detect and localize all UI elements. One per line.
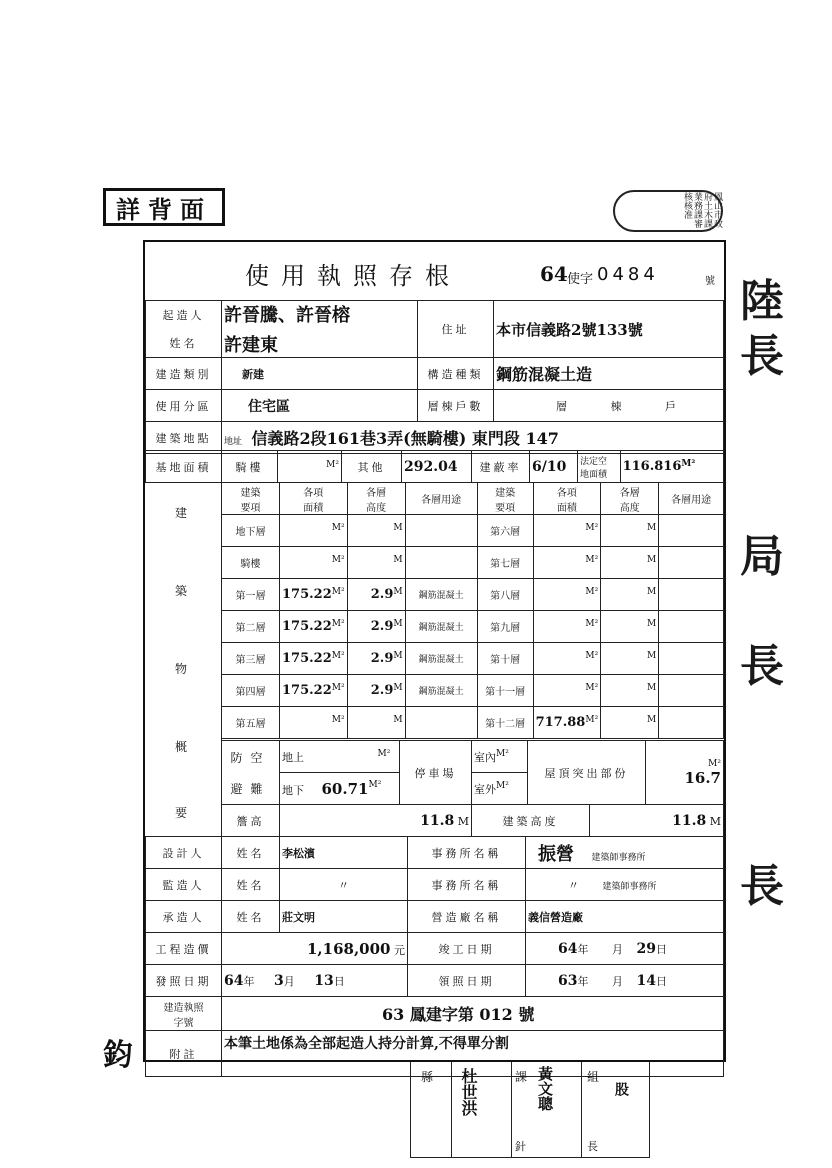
other-label: 其他 — [342, 451, 402, 483]
floor-name-right-value: 第十層 — [490, 655, 521, 666]
supervisor-office-label: 事務所名稱 — [408, 869, 526, 901]
floor-height — [347, 579, 405, 611]
contractor-company-label: 營造廠名稱 — [408, 901, 526, 933]
floor-height-value: 2.9 — [370, 651, 394, 666]
structure-label: 構造種類 — [418, 358, 494, 390]
floor-name-right — [477, 547, 533, 579]
completion-label: 竣工日期 — [408, 933, 526, 965]
floor-name-right-value: 第八層 — [490, 591, 521, 602]
floor-area — [280, 515, 348, 547]
unit-label: M — [393, 555, 403, 565]
floor-height-right — [601, 675, 659, 707]
shelter-label: 防空 避難 — [222, 741, 280, 805]
arcade-value: M² — [278, 451, 342, 483]
site-area-label: 基地面積 — [146, 451, 222, 483]
floor-row — [222, 547, 724, 579]
sig-col4-label: 長 — [587, 1140, 598, 1153]
supervisor-name-label: 姓名 — [222, 869, 280, 901]
shelter-below: 地下 $60.71^{M^2}$ — [280, 773, 400, 805]
completion-date: 64年 月 29日 — [526, 933, 724, 965]
floor-name-value: 第五層 — [235, 719, 266, 730]
cost-label: 工程造價 — [146, 933, 222, 965]
floor-area-right — [533, 707, 601, 739]
license-char: 使字 — [567, 272, 594, 287]
contractor-label: 承造人 — [146, 901, 222, 933]
floor-name — [222, 611, 280, 643]
parking-outdoor: 室外$^{M^2}$ — [472, 773, 528, 805]
floor-use — [405, 579, 477, 611]
shelter-above: 地上 $^{M^2}$ — [280, 741, 400, 773]
right-stamp-4: 長 — [740, 641, 784, 692]
floor-height-right — [601, 547, 659, 579]
supervisor-label: 監造人 — [146, 869, 222, 901]
floor-use-right — [659, 611, 724, 643]
floor-use-right — [659, 547, 724, 579]
floor-name — [222, 675, 280, 707]
building-type-value: 新建 — [222, 358, 418, 390]
address-label: 住址 — [418, 301, 494, 358]
floor-height-right — [601, 579, 659, 611]
floor-area — [280, 643, 348, 675]
floor-name-value: 第二層 — [235, 623, 266, 634]
right-stamp-3: 局 — [740, 531, 784, 582]
floor-name-right — [477, 643, 533, 675]
detail-back-stamp: 詳背面 — [103, 188, 225, 226]
floor-name-value: 騎樓 — [240, 559, 261, 570]
floor-row — [222, 611, 724, 643]
unit-label: M — [646, 715, 657, 725]
coverage-label: 建蔽率 — [472, 451, 530, 483]
eave-label: 簷高 — [222, 805, 280, 837]
location-label: 建築地點 — [146, 422, 222, 454]
unit-label: M — [646, 523, 657, 533]
unit-label: M — [393, 715, 403, 725]
sig-col2-label: 課 — [515, 1070, 528, 1084]
cost-value: 1,168,000 元 — [222, 933, 408, 965]
floor-height-right — [601, 707, 659, 739]
legal-open-cell: 法定空 地面積 — [578, 451, 621, 483]
contractor-name-label: 姓名 — [222, 901, 280, 933]
unit-label: M — [646, 619, 657, 629]
unit-label: M — [646, 587, 657, 597]
zoning-label: 使用分區 — [146, 390, 222, 422]
supervisor-name: 〃 — [280, 869, 408, 901]
floor-height — [347, 547, 405, 579]
unit-label: M² — [331, 715, 345, 725]
unit-label: M — [646, 683, 657, 693]
col-use-header-right: 各層用途 — [659, 483, 724, 515]
unit-label: M² — [331, 555, 345, 565]
floor-height-value: 2.9 — [370, 619, 394, 634]
location-value-cell: 地址 信義路2段161巷3弄(無騎樓) 東門段 147 — [222, 422, 724, 454]
info-table — [145, 300, 724, 454]
floor-area-right-value: 717.88 — [535, 715, 586, 730]
floor-use-right — [659, 515, 724, 547]
floor-use — [405, 547, 477, 579]
signature-block — [410, 1062, 650, 1158]
floor-area — [280, 675, 348, 707]
col-height-header-right: 各層 高度 — [601, 483, 659, 515]
license-suffix: 號 — [705, 276, 715, 287]
unit-label: M — [393, 523, 403, 533]
floor-use-value: 鋼筋混凝土 — [418, 623, 464, 633]
building-height-value: 11.8 M — [590, 805, 724, 837]
floor-row — [222, 675, 724, 707]
applicant-label: 起造人 姓名 — [146, 301, 222, 358]
floor-area-value: 175.22 — [282, 587, 332, 602]
designer-office: 振營 建築師事務所 — [526, 837, 724, 869]
site-area-table — [145, 450, 724, 483]
address-value: 本市信義路2號133號 — [494, 301, 724, 358]
sig-col1-label: 縣 — [421, 1070, 434, 1084]
floor-name-right — [477, 675, 533, 707]
floor-area — [280, 579, 348, 611]
floor-use-value: 鋼筋混凝土 — [418, 687, 464, 697]
floors-value: 層 棟 戶 — [494, 390, 724, 422]
col-area-header-right: 各項 面積 — [533, 483, 601, 515]
other-value: 292.04 — [402, 451, 472, 483]
supervisor-office: 〃 建築師事務所 — [526, 869, 724, 901]
floor-height-value: 2.9 — [370, 587, 394, 602]
floor-row — [222, 707, 724, 739]
people-table — [145, 836, 724, 1077]
unit-label: M² — [331, 523, 345, 533]
floor-area-right — [533, 515, 601, 547]
floor-row — [222, 643, 724, 675]
floor-use — [405, 515, 477, 547]
floor-use — [405, 675, 477, 707]
floor-row — [222, 515, 724, 547]
permit-no-label: 建造執照 字號 — [146, 997, 222, 1031]
floor-area-right — [533, 579, 601, 611]
floor-height-right — [601, 515, 659, 547]
applicant-names: 許晉騰、許晉榕 許建東 — [222, 301, 418, 358]
floor-row — [222, 579, 724, 611]
form-title-row — [145, 242, 724, 301]
right-stamp-2: 長 — [740, 331, 784, 382]
arcade-label: 騎樓 — [222, 451, 278, 483]
unit-label: M — [646, 651, 657, 661]
floor-name-right — [477, 579, 533, 611]
usage-license-form — [143, 240, 726, 1062]
floors-table — [221, 482, 724, 739]
floor-height-right — [601, 611, 659, 643]
floor-area-value: 175.22 — [282, 651, 332, 666]
floor-name-value: 第三層 — [235, 655, 266, 666]
floor-use-value: 鋼筋混凝土 — [418, 655, 464, 665]
floor-height-right — [601, 643, 659, 675]
floor-name-right-value: 第六層 — [490, 527, 521, 538]
floor-use-right — [659, 579, 724, 611]
unit-label: M² — [331, 651, 345, 661]
sig-col1-name: 杜世洪 — [459, 1068, 478, 1116]
col-floor-header: 建築 要項 — [222, 483, 280, 515]
floor-name-right-value: 第十二層 — [485, 719, 526, 730]
floor-use-right — [659, 675, 724, 707]
unit-label: M² — [331, 619, 345, 629]
floor-name — [222, 643, 280, 675]
remarks-label: 附註 — [146, 1031, 222, 1077]
building-overview-label: 建 築 物 概 要 — [145, 482, 222, 836]
designer-name: 李松濱 — [280, 837, 408, 869]
contractor-company: 義信營造廠 — [526, 901, 724, 933]
roof-label: 屋頂突出部份 — [528, 741, 646, 805]
unit-label: M — [393, 651, 403, 661]
permit-no-value: 63 鳳建字第 012 號 — [222, 997, 724, 1031]
unit-label: M² — [331, 587, 345, 597]
floor-area — [280, 611, 348, 643]
sig-sub-label: 針 — [515, 1140, 526, 1153]
floor-name-value: 地下層 — [235, 527, 266, 538]
floor-name-value: 第四層 — [235, 687, 266, 698]
unit-label: M² — [585, 619, 599, 629]
shelter-table — [221, 740, 724, 805]
floors-label: 層棟戶數 — [418, 390, 494, 422]
floor-area-right — [533, 547, 601, 579]
floor-use-right — [659, 707, 724, 739]
col-use-header: 各層用途 — [405, 483, 477, 515]
floor-use — [405, 611, 477, 643]
floor-height-value: 2.9 — [370, 683, 394, 698]
floor-height — [347, 515, 405, 547]
floor-area — [280, 707, 348, 739]
designer-name-label: 姓名 — [222, 837, 280, 869]
coverage-value: 6/10 — [530, 451, 578, 483]
issue-date: 64年 3月 13日 — [222, 965, 408, 997]
floor-height — [347, 643, 405, 675]
floor-name-right-value: 第七層 — [490, 559, 521, 570]
floor-area-right — [533, 675, 601, 707]
right-stamp-1: 陸 — [740, 276, 784, 327]
col-floor-header-right: 建築 要項 — [477, 483, 533, 515]
parking-indoor: 室內$^{M^2}$ — [472, 741, 528, 773]
roof-value: M² 16.7 — [646, 741, 724, 805]
right-stamp-5: 長 — [740, 861, 784, 912]
floor-name-right — [477, 707, 533, 739]
eave-table — [221, 804, 724, 837]
sig-col3-label: 組 — [587, 1070, 600, 1084]
structure-value: 鋼筋混凝土造 — [494, 358, 724, 390]
floor-name — [222, 707, 280, 739]
col-height-header: 各層 高度 — [347, 483, 405, 515]
unit-label: M² — [585, 523, 599, 533]
sig-col2-stamp: 黃文聰 — [536, 1066, 554, 1111]
license-number: 0484 — [597, 264, 659, 285]
floor-use-right — [659, 643, 724, 675]
floor-area-right — [533, 643, 601, 675]
unit-label: M — [393, 683, 403, 693]
floor-name-right-value: 第九層 — [490, 623, 521, 634]
legal-open-value: $116.816^{M^2}$ — [620, 451, 723, 483]
unit-label: M² — [585, 555, 599, 565]
sig-extra: 股 — [613, 1082, 629, 1096]
left-margin-mark: 鈞 — [103, 1038, 133, 1073]
unit-label: M² — [585, 587, 599, 597]
building-height-label: 建築高度 — [472, 805, 590, 837]
license-prefix: 64 — [540, 262, 568, 286]
contractor-name: 莊文明 — [280, 901, 408, 933]
collect-label: 領照日期 — [408, 965, 526, 997]
designer-office-label: 事務所名稱 — [408, 837, 526, 869]
unit-label: M² — [585, 715, 599, 725]
unit-label: M² — [585, 651, 599, 661]
floor-name — [222, 515, 280, 547]
eave-value: 11.8 M — [280, 805, 472, 837]
floor-use — [405, 707, 477, 739]
unit-label: M — [393, 619, 403, 629]
issue-label: 發照日期 — [146, 965, 222, 997]
floor-area-right — [533, 611, 601, 643]
floor-name-right — [477, 515, 533, 547]
floor-area — [280, 547, 348, 579]
floor-name — [222, 547, 280, 579]
oval-date-stamp — [613, 190, 723, 232]
unit-label: M — [393, 587, 403, 597]
floor-name-right — [477, 611, 533, 643]
remarks-value: 本筆土地係為全部起造人持分計算,不得單分割 — [222, 1031, 724, 1077]
floor-use — [405, 643, 477, 675]
unit-label: M² — [331, 683, 345, 693]
parking-label: 停車場 — [400, 741, 472, 805]
form-title: 使用執照存根 — [245, 262, 461, 290]
zoning-value: 住宅區 — [222, 390, 418, 422]
floor-area-value: 175.22 — [282, 683, 332, 698]
building-type-label: 建造類別 — [146, 358, 222, 390]
floor-name — [222, 579, 280, 611]
unit-label: M² — [585, 683, 599, 693]
floor-height — [347, 611, 405, 643]
floor-use-value: 鋼筋混凝土 — [418, 591, 464, 601]
unit-label: M — [646, 555, 657, 565]
floor-name-right-value: 第十一層 — [485, 687, 526, 698]
floor-area-value: 175.22 — [282, 619, 332, 634]
col-area-header: 各項 面積 — [280, 483, 348, 515]
designer-label: 設計人 — [146, 837, 222, 869]
floor-name-value: 第一層 — [235, 591, 266, 602]
floor-height — [347, 675, 405, 707]
floor-height — [347, 707, 405, 739]
collect-date: 63年 月 14日 — [526, 965, 724, 997]
top-right-approval-stamp: 鳳山市政府土木課業務課審核核准 — [682, 192, 722, 228]
